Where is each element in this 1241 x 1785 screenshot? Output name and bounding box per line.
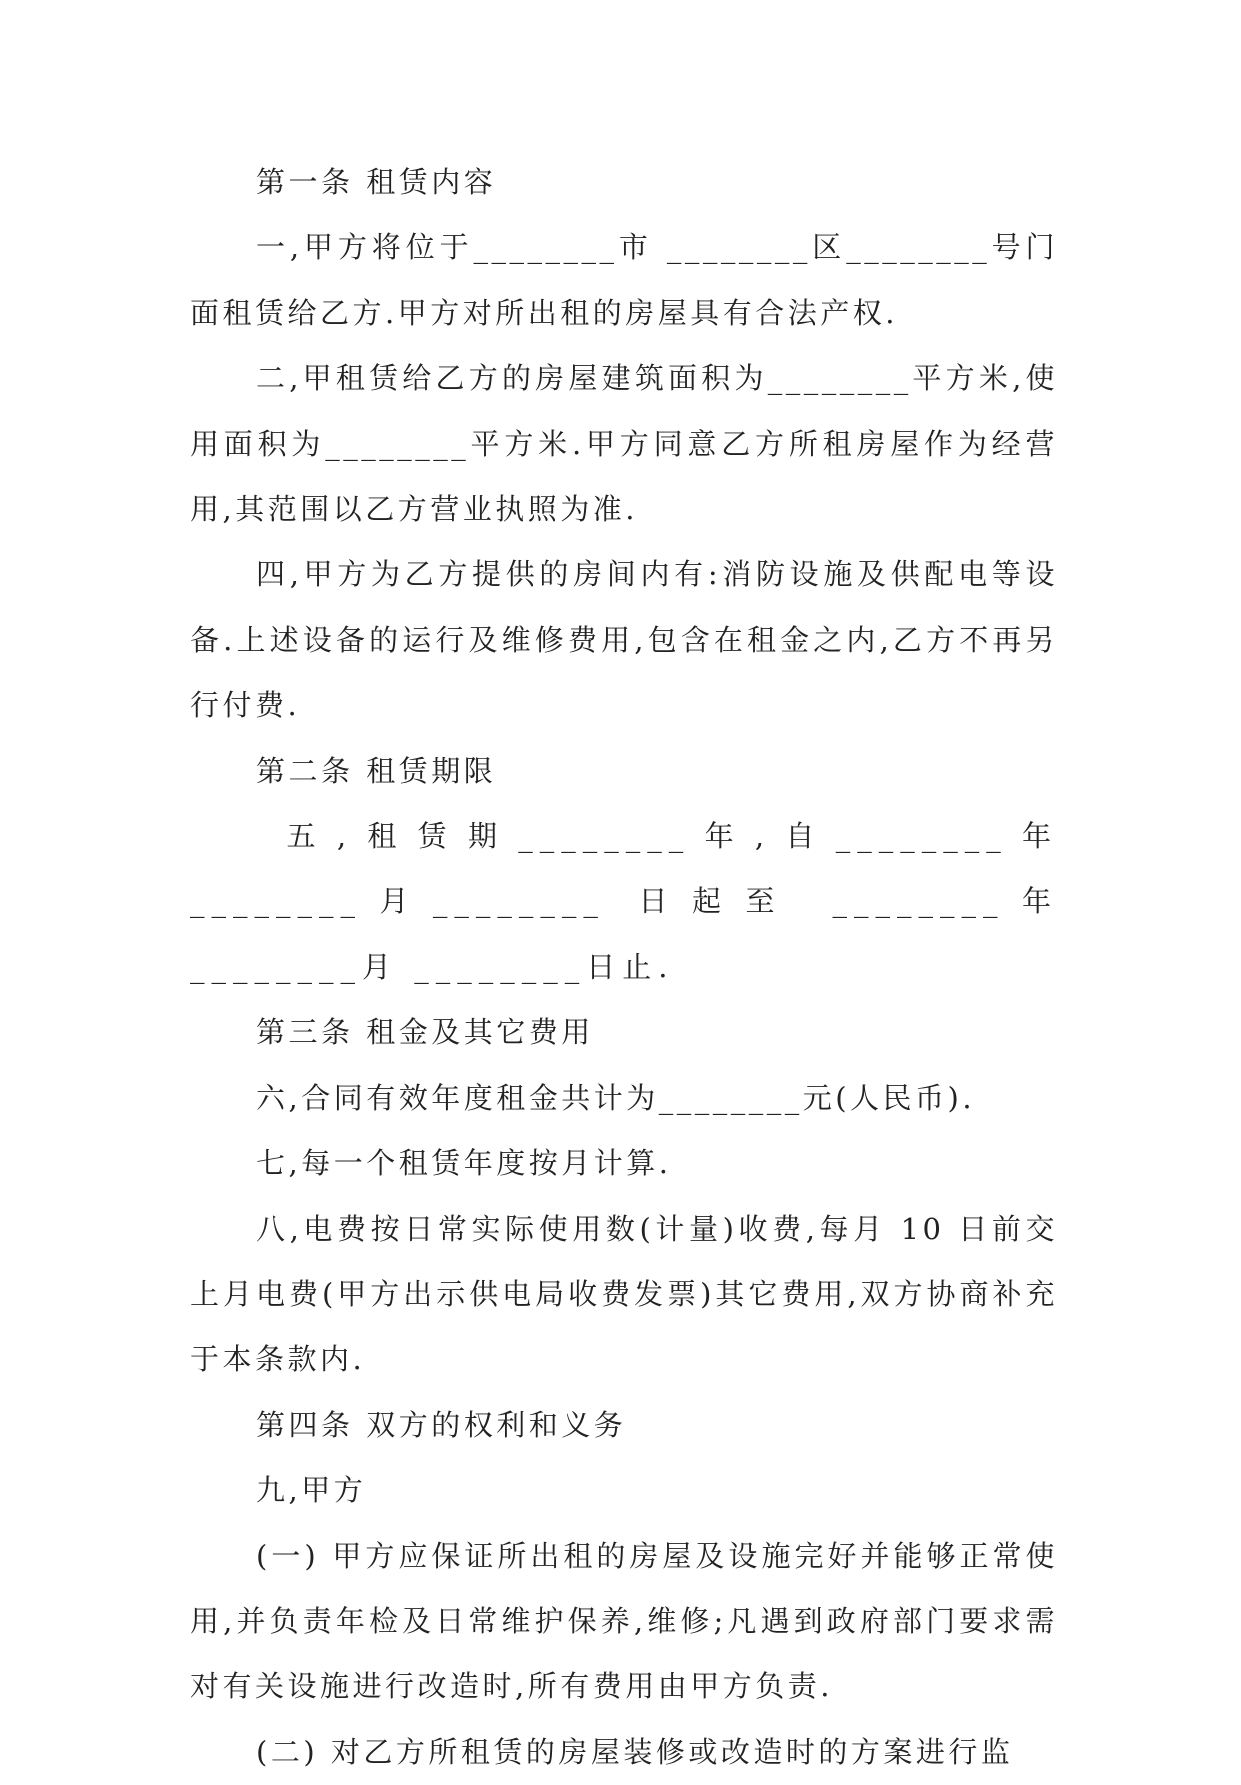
- clause-6-rent-total: 六,合同有效年度租金共计为________元(人民币).: [256, 1080, 976, 1115]
- clause-4-facilities: 四,甲方为乙方提供的房间内有:消防设施及供配电等设备.上述设备的运行及维修费用,包含在租金之内,乙方不再另行付费.: [190, 557, 1058, 723]
- clause-1-location: 一,甲方将位于________市 ________区________号门面租赁给乙方.甲方对所出租的房屋具有合法产权.: [190, 230, 1058, 330]
- clause-8-electricity: 八,电费按日常实际使用数(计量)收费,每月 10 日前交上月电费(甲方出示供电局收费发票)其它费用,双方协商补充于本条款内.: [190, 1211, 1058, 1377]
- contract-body: [190, 150, 1058, 1785]
- article-1-heading: 第一条 租赁内容: [256, 165, 497, 199]
- article-2-heading: 第二条 租赁期限: [256, 753, 497, 788]
- clause-7-monthly: 七,每一个租赁年度按月计算.: [256, 1146, 672, 1181]
- subclause-2: (二) 对乙方所租赁的房屋装修或改造时的方案进行监: [256, 1734, 1014, 1769]
- article-4-heading: 第四条 双方的权利和义务: [256, 1407, 627, 1442]
- article-3-heading: 第三条 租金及其它费用: [256, 1015, 594, 1050]
- clause-2-area: 二,甲租赁给乙方的房屋建筑面积为________平方米,使用面积为________平方米.甲方同意乙方所租房屋作为经营用,其范围以乙方营业执照为准.: [190, 361, 1058, 527]
- clause-9-party-a: 九,甲方: [256, 1473, 367, 1508]
- subclause-1: (一) 甲方应保证所出租的房屋及设施完好并能够正常使用,并负责年检及日常维护保养,维修;凡遇到政府部门要求需对有关设施进行改造时,所有费用由甲方负责.: [190, 1538, 1058, 1704]
- clause-5-lease-term: 五,租赁期________年,自________年________月________ 日起至 ________年________月 ________日止.: [190, 819, 1059, 984]
